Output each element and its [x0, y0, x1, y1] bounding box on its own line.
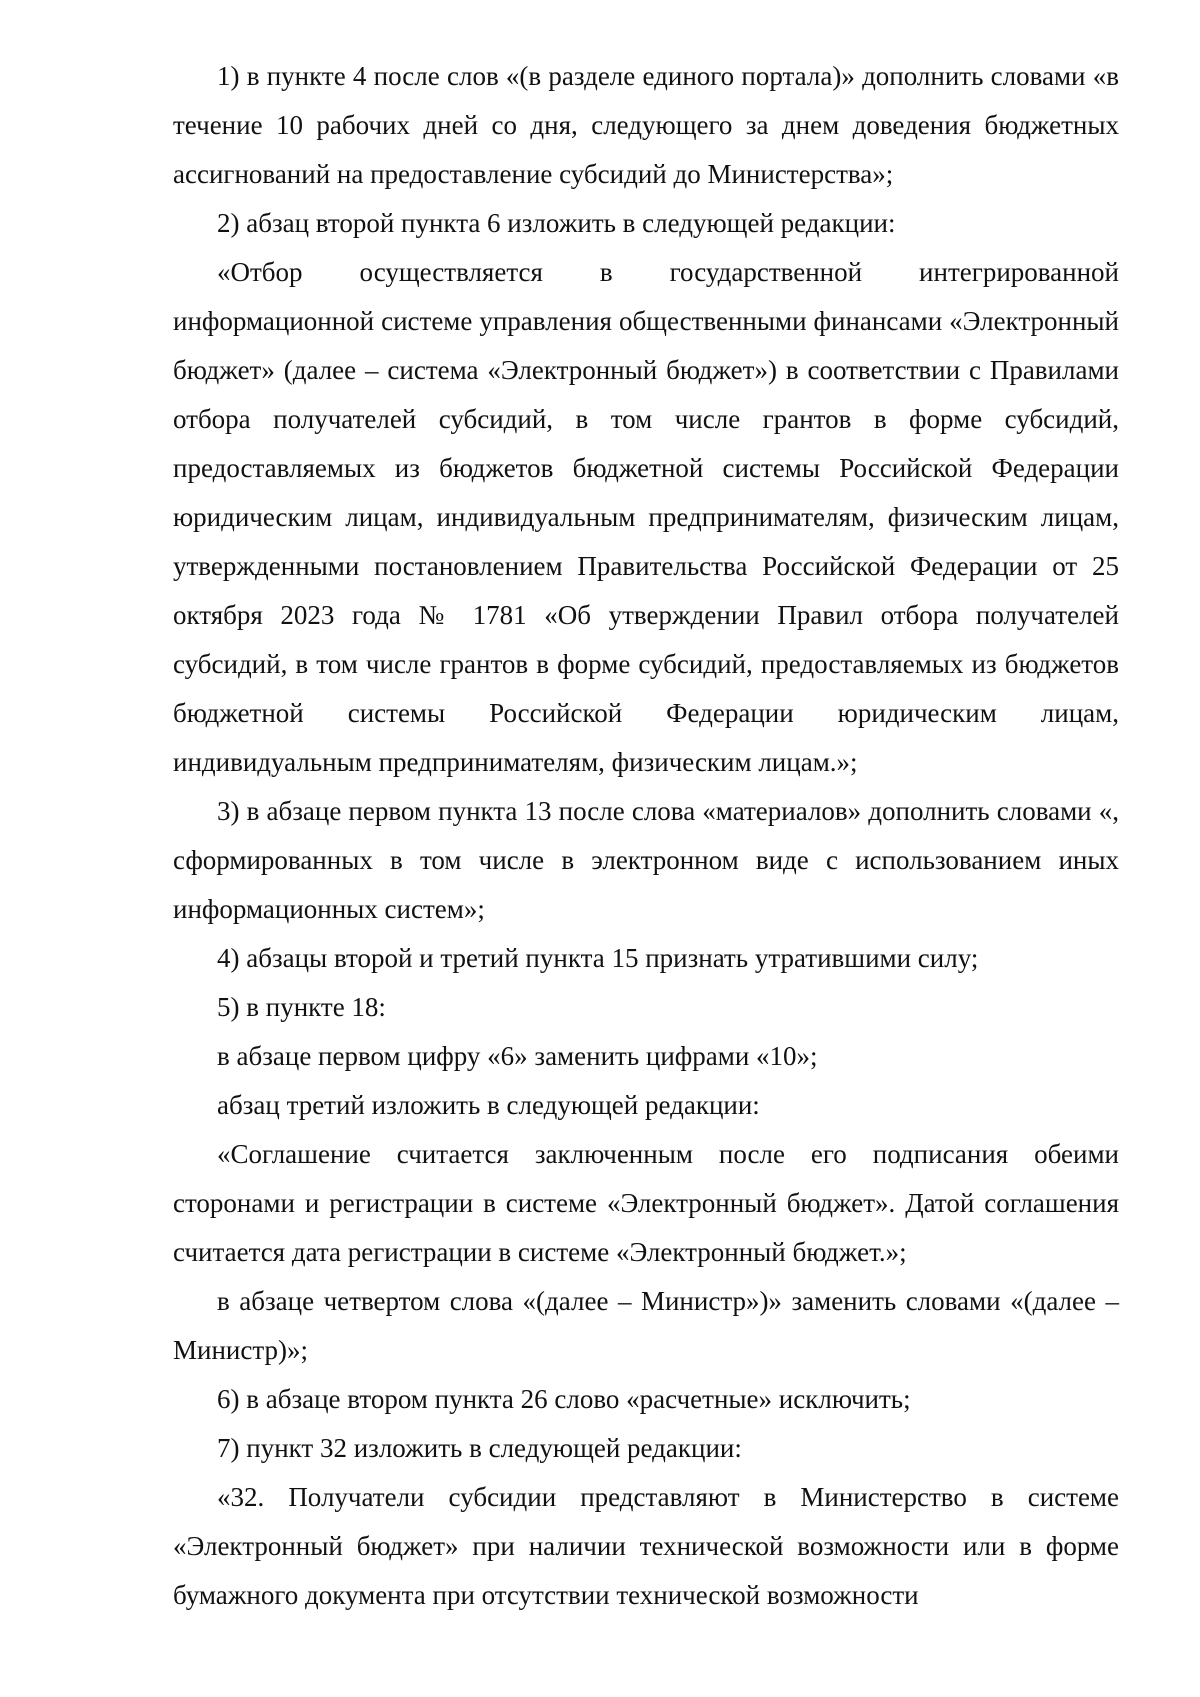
- paragraph-item-8: абзац третий изложить в следующей редакции:: [217, 1090, 760, 1120]
- document-body: [173, 52, 1119, 1620]
- paragraph-item-2: 2) абзац второй пункта 6 изложить в следующей редакции:: [217, 208, 896, 238]
- paragraph-item-7: в абзаце первом цифру «6» заменить цифрами «10»;: [217, 1041, 818, 1071]
- paragraph-item-5: 4) абзацы второй и третий пункта 15 признать утратившими силу;: [217, 943, 979, 973]
- paragraph-item-10: в абзаце четвертом слова «(далее – Министр»)» заменить словами «(далее – Министр)»;: [173, 1286, 1119, 1365]
- paragraph-item-4: 3) в абзаце первом пункта 13 после слова «материалов» дополнить словами «, сформированных в том числе в электронном виде с использованием иных информационных систем»;: [173, 796, 1119, 924]
- paragraph-item-11: 6) в абзаце втором пункта 26 слово «расчетные» исключить;: [217, 1384, 911, 1414]
- paragraph-item-3: «Отбор осуществляется в государственной интегрированной информационной системе управления общественными финансами «Электронный бюджет» (далее – система «Электронный бюджет») в соответствии с Правилами отбора получателей субсидий, в том числе грантов в форме субсидий, предоставляемых из бюджетов бюджетной системы Российской Федерации юридическим лицам, индивидуальным предпринимателям, физическим лицам, утвержденными постановлением Правительства Российской Федерации от 25 октября 2023 года № 1781 «Об утверждении Правил отбора получателей субсидий, в том числе грантов в форме субсидий, предоставляемых из бюджетов бюджетной системы Российской Федерации юридическим лицам, индивидуальным предпринимателям, физическим лицам.»;: [173, 257, 1119, 777]
- paragraph-item-13: «32. Получатели субсидии представляют в Министерство в системе «Электронный бюджет» при наличии технической возможности или в форме бумажного документа при отсутствии технической возможности: [173, 1482, 1119, 1610]
- paragraph-item-12: 7) пункт 32 изложить в следующей редакции:: [217, 1433, 742, 1463]
- paragraph-item-9: «Соглашение считается заключенным после его подписания обеими сторонами и регистрации в системе «Электронный бюджет». Датой соглашения считается дата регистрации в системе «Электронный бюджет.»;: [173, 1139, 1119, 1267]
- paragraph-item-1: 1) в пункте 4 после слов «(в разделе единого портала)» дополнить словами «в течение 10 рабочих дней со дня, следующего за днем доведения бюджетных ассигнований на предоставление субсидий до Министерства»;: [173, 61, 1119, 189]
- paragraph-item-6: 5) в пункте 18:: [217, 992, 386, 1022]
